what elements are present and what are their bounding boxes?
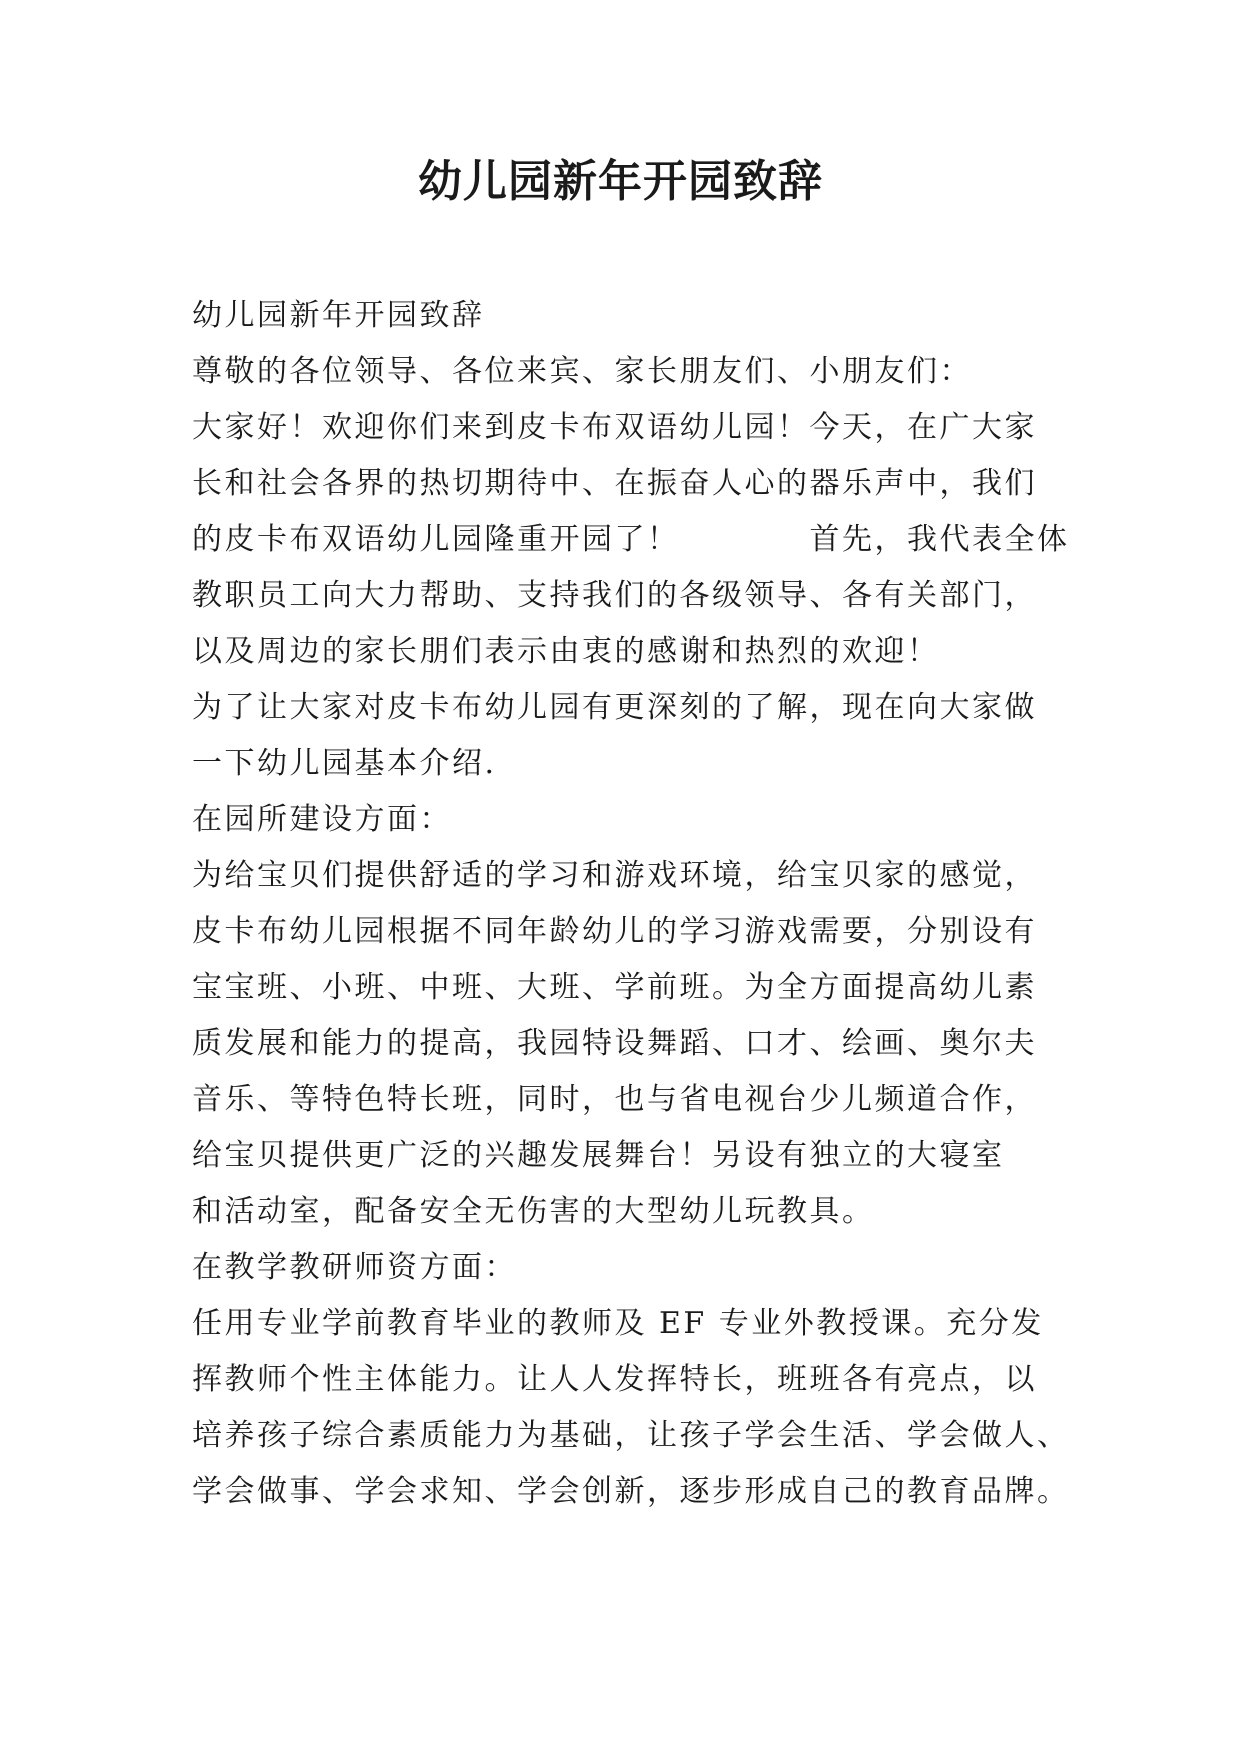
text-line: 质发展和能力的提高，我园特设舞蹈、口才、绘画、奥尔夫 — [192, 1026, 1037, 1061]
text-line: 宝宝班、小班、中班、大班、学前班。为全方面提高幼儿素 — [192, 970, 1037, 1005]
text-line: 和活动室，配备安全无伤害的大型幼儿玩教具。 — [192, 1194, 875, 1229]
text-line: 一下幼儿园基本介绍. — [192, 746, 497, 781]
text-line: 尊敬的各位领导、各位来宾、家长朋友们、小朋友们： — [192, 354, 972, 389]
text-line: 在教学教研师资方面： — [192, 1250, 517, 1285]
text-line: 教职员工向大力帮助、支持我们的各级领导、各有关部门， — [192, 578, 1037, 613]
text-line: 培养孩子综合素质能力为基础，让孩子学会生活、学会做人、 — [192, 1418, 1070, 1453]
text-line: 以及周边的家长朋们表示由衷的感谢和热烈的欢迎！ — [192, 634, 940, 669]
document-body — [192, 288, 1072, 1520]
document-title: 幼儿园新年开园致辞 — [418, 156, 823, 207]
text-line: 为给宝贝们提供舒适的学习和游戏环境，给宝贝家的感觉， — [192, 858, 1037, 893]
text-line: 音乐、等特色特长班，同时，也与省电视台少儿频道合作， — [192, 1082, 1037, 1117]
text-line: 长和社会各界的热切期待中、在振奋人心的器乐声中，我们 — [192, 466, 1037, 501]
text-line: 幼儿园新年开园致辞 — [192, 298, 485, 333]
text-line: 皮卡布幼儿园根据不同年龄幼儿的学习游戏需要，分别设有 — [192, 914, 1037, 949]
text-line: 为了让大家对皮卡布幼儿园有更深刻的了解，现在向大家做 — [192, 690, 1037, 725]
text-line: 挥教师个性主体能力。让人人发挥特长，班班各有亮点，以 — [192, 1362, 1037, 1397]
text-line: 任用专业学前教育毕业的教师及 EF 专业外教授课。充分发 — [192, 1306, 1044, 1341]
text-line: 的皮卡布双语幼儿园隆重开园了！ 首先，我代表全体 — [192, 522, 1070, 557]
text-line: 大家好！欢迎你们来到皮卡布双语幼儿园！今天，在广大家 — [192, 410, 1037, 445]
text-line: 给宝贝提供更广泛的兴趣发展舞台！另设有独立的大寝室 — [192, 1138, 1005, 1173]
text-line: 学会做事、学会求知、学会创新，逐步形成自己的教育品牌。 — [192, 1474, 1070, 1509]
text-line: 在园所建设方面： — [192, 802, 452, 837]
